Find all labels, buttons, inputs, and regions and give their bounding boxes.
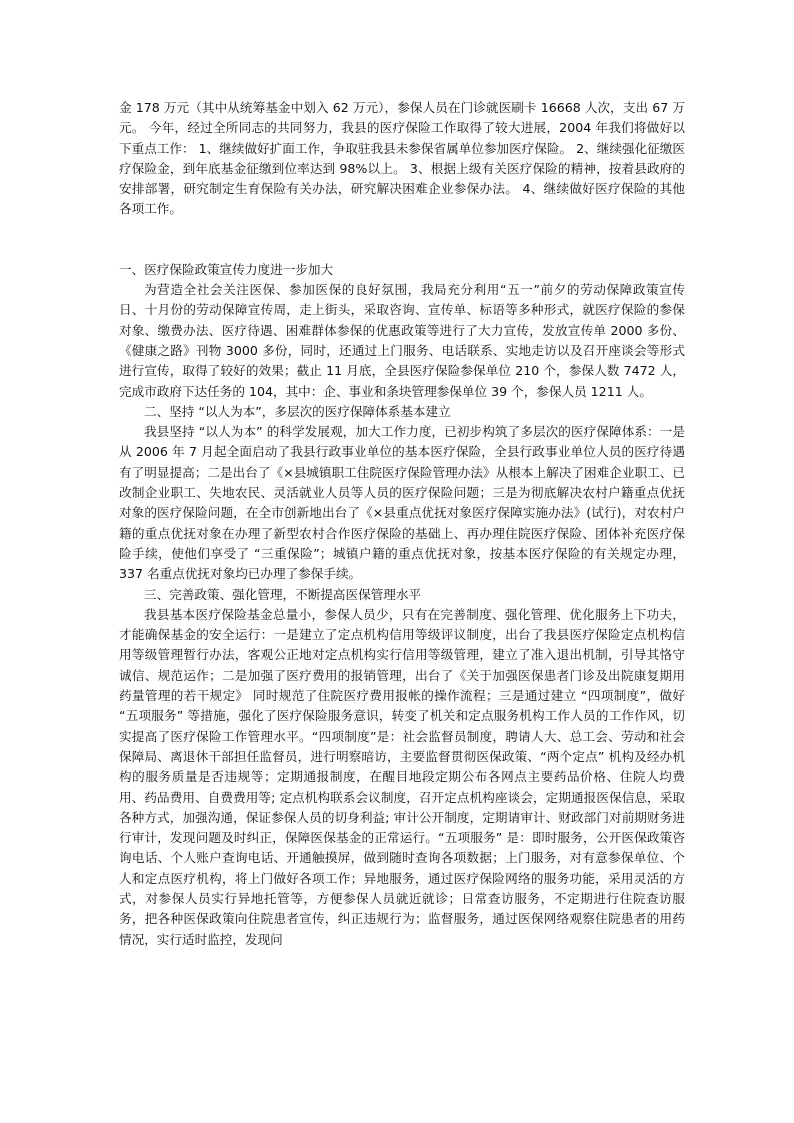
section-heading-2: 二、坚持 “以人为本”，多层次的医疗保障体系基本建立 xyxy=(144,403,451,419)
section-heading-3: 三、完善政策、强化管理，不断提高医保管理水平 xyxy=(144,586,422,602)
section-body-3: 我县基本医疗保险基金总量小，参保人员少，只有在完善制度、强化管理、优化服务上下功夫，才能确保基金的安全运行：一是建立了定点机构信用等级评议制度，出台了我县医疗保险定点机构信用等级管理暂行办法，客观公正地对定点机构实行信用等级管理，建立了准入退出机制，引导其恪守诚信、规范运作；二是加强了医疗费用的报销管理，出台了《关于加强医保患者门诊及出院康复期用药量管理的若干规定》 同时规范了住院医疗费用报帐的操作流程；三是通过建立 “四项制度”，做好 “五项服务” 等措施，强化了医疗保险服务意识，转变了机关和定点服务机构工作人员的工作作风，切实提高了医疗保险工作管理水平。“四项制度”是：社会监督员制度，聘请人大、总工会、劳动和社会保障局、离退休干部担任监督员，进行明察暗访，主要监督贯彻医保政策、“两个定点” 机构及经办机构的服务质量是否违规等；定期通报制度，在醒目地段定期公布各网点主要药品价格、住院人均费用、药品费用、自费费用等; 定点机构联系会议制度，召开定点机构座谈会，定期通报医保信息，采取各种方式，加强沟通，保证参保人员的切身利益; 审计公开制度，定期请审计、财政部门对前期财务进行审计，发现问题及时纠正，保障医保基金的正常运行。“五项服务” 是：即时服务，公开医保政策咨询电话、个人账户查询电话、开通触摸屏，做到随时查询各项数据；上门服务，对有意参保单位、个人和定点医疗机构，将上门做好各项工作；异地服务，通过医疗保险网络的服务功能，采用灵活的方式，对参保人员实行异地托管等，方便参保人员就近就诊；日常查访服务，不定期进行住院查访服务，把各种医保政策向住院患者宣传，纠正违规行为；监督服务，通过医保网络观察住院患者的用药情况，实行适时监控，发现问 xyxy=(119,606,685,947)
section-body-1: 为营造全社会关注医保、参加医保的良好氛围，我局充分利用“五一”前夕的劳动保障政策宣传日、十月份的劳动保障宣传周，走上街头，采取咨询、宣传单、标语等多种形式，就医疗保险的参保对象、缴费办法、医疗待遇、困难群体参保的优惠政策等进行了大力宣传，发放宣传单 2000 多份、《健康之路》刊物 3000 多份，同时，还通过上门服务、电话联系、实地走访以及召开座谈会等形式进行宣传，取得了较好的效果；截止 11 月底，全县医疗保险参保单位 210 个，参保人数 7472 人，完成市政府下达任务的 104，其中：企、事业和条块管理参保单位 39 个，参保人员 1211 人。 xyxy=(119,282,685,399)
section-heading-1: 一、医疗保险政策宣传力度进一步加大 xyxy=(119,261,334,277)
paragraph-gap xyxy=(119,220,685,260)
summary-paragraph: 金 178 万元（其中从统筹基金中划入 62 万元），参保人员在门诊就医刷卡 16668 人次，支出 67 万元。 今年，经过全所同志的共同努力，我县的医疗保险工作取得了较大进展，2004 年我们将做好以下重点工作： 1、继续做好扩面工作，争取驻我县未参保省属单位参加医疗保险。 2、继续强化征缴医疗保险金，到年底基金征缴到位率达到 98%以上。 3、根据上级有关医疗保险的精神，按着县政府的安排部署，研究制定生育保险有关办法，研究解决困难企业参保办法。 4、继续做好医疗保险的其他各项工作。 xyxy=(119,100,685,217)
document-body xyxy=(119,98,685,950)
section-body-2: 我县坚持 “以人为本” 的科学发展观，加大工作力度，已初步构筑了多层次的医疗保障体系：一是从 2006 年 7 月起全面启动了我县行政事业单位的基本医疗保险，全县行政事业单位人员的医疗待遇有了明显提高；二是出台了《×县城镇职工住院医疗保险管理办法》从根本上解决了困难企业职工、已改制企业职工、失地农民、灵活就业人员等人员的医疗保险问题；三是为彻底解决农村户籍重点优抚对象的医疗保险问题，在全市创新地出台了《×县重点优抚对象医疗保障实施办法》(试行)，对农村户籍的重点优抚对象在办理了新型农村合作医疗保险的基础上、再办理住院医疗保险、团体补充医疗保险手续，使他们享受了 “三重保险”；城镇户籍的重点优抚对象，按基本医疗保险的有关规定办理，337 名重点优抚对象均已办理了参保手续。 xyxy=(119,424,685,582)
